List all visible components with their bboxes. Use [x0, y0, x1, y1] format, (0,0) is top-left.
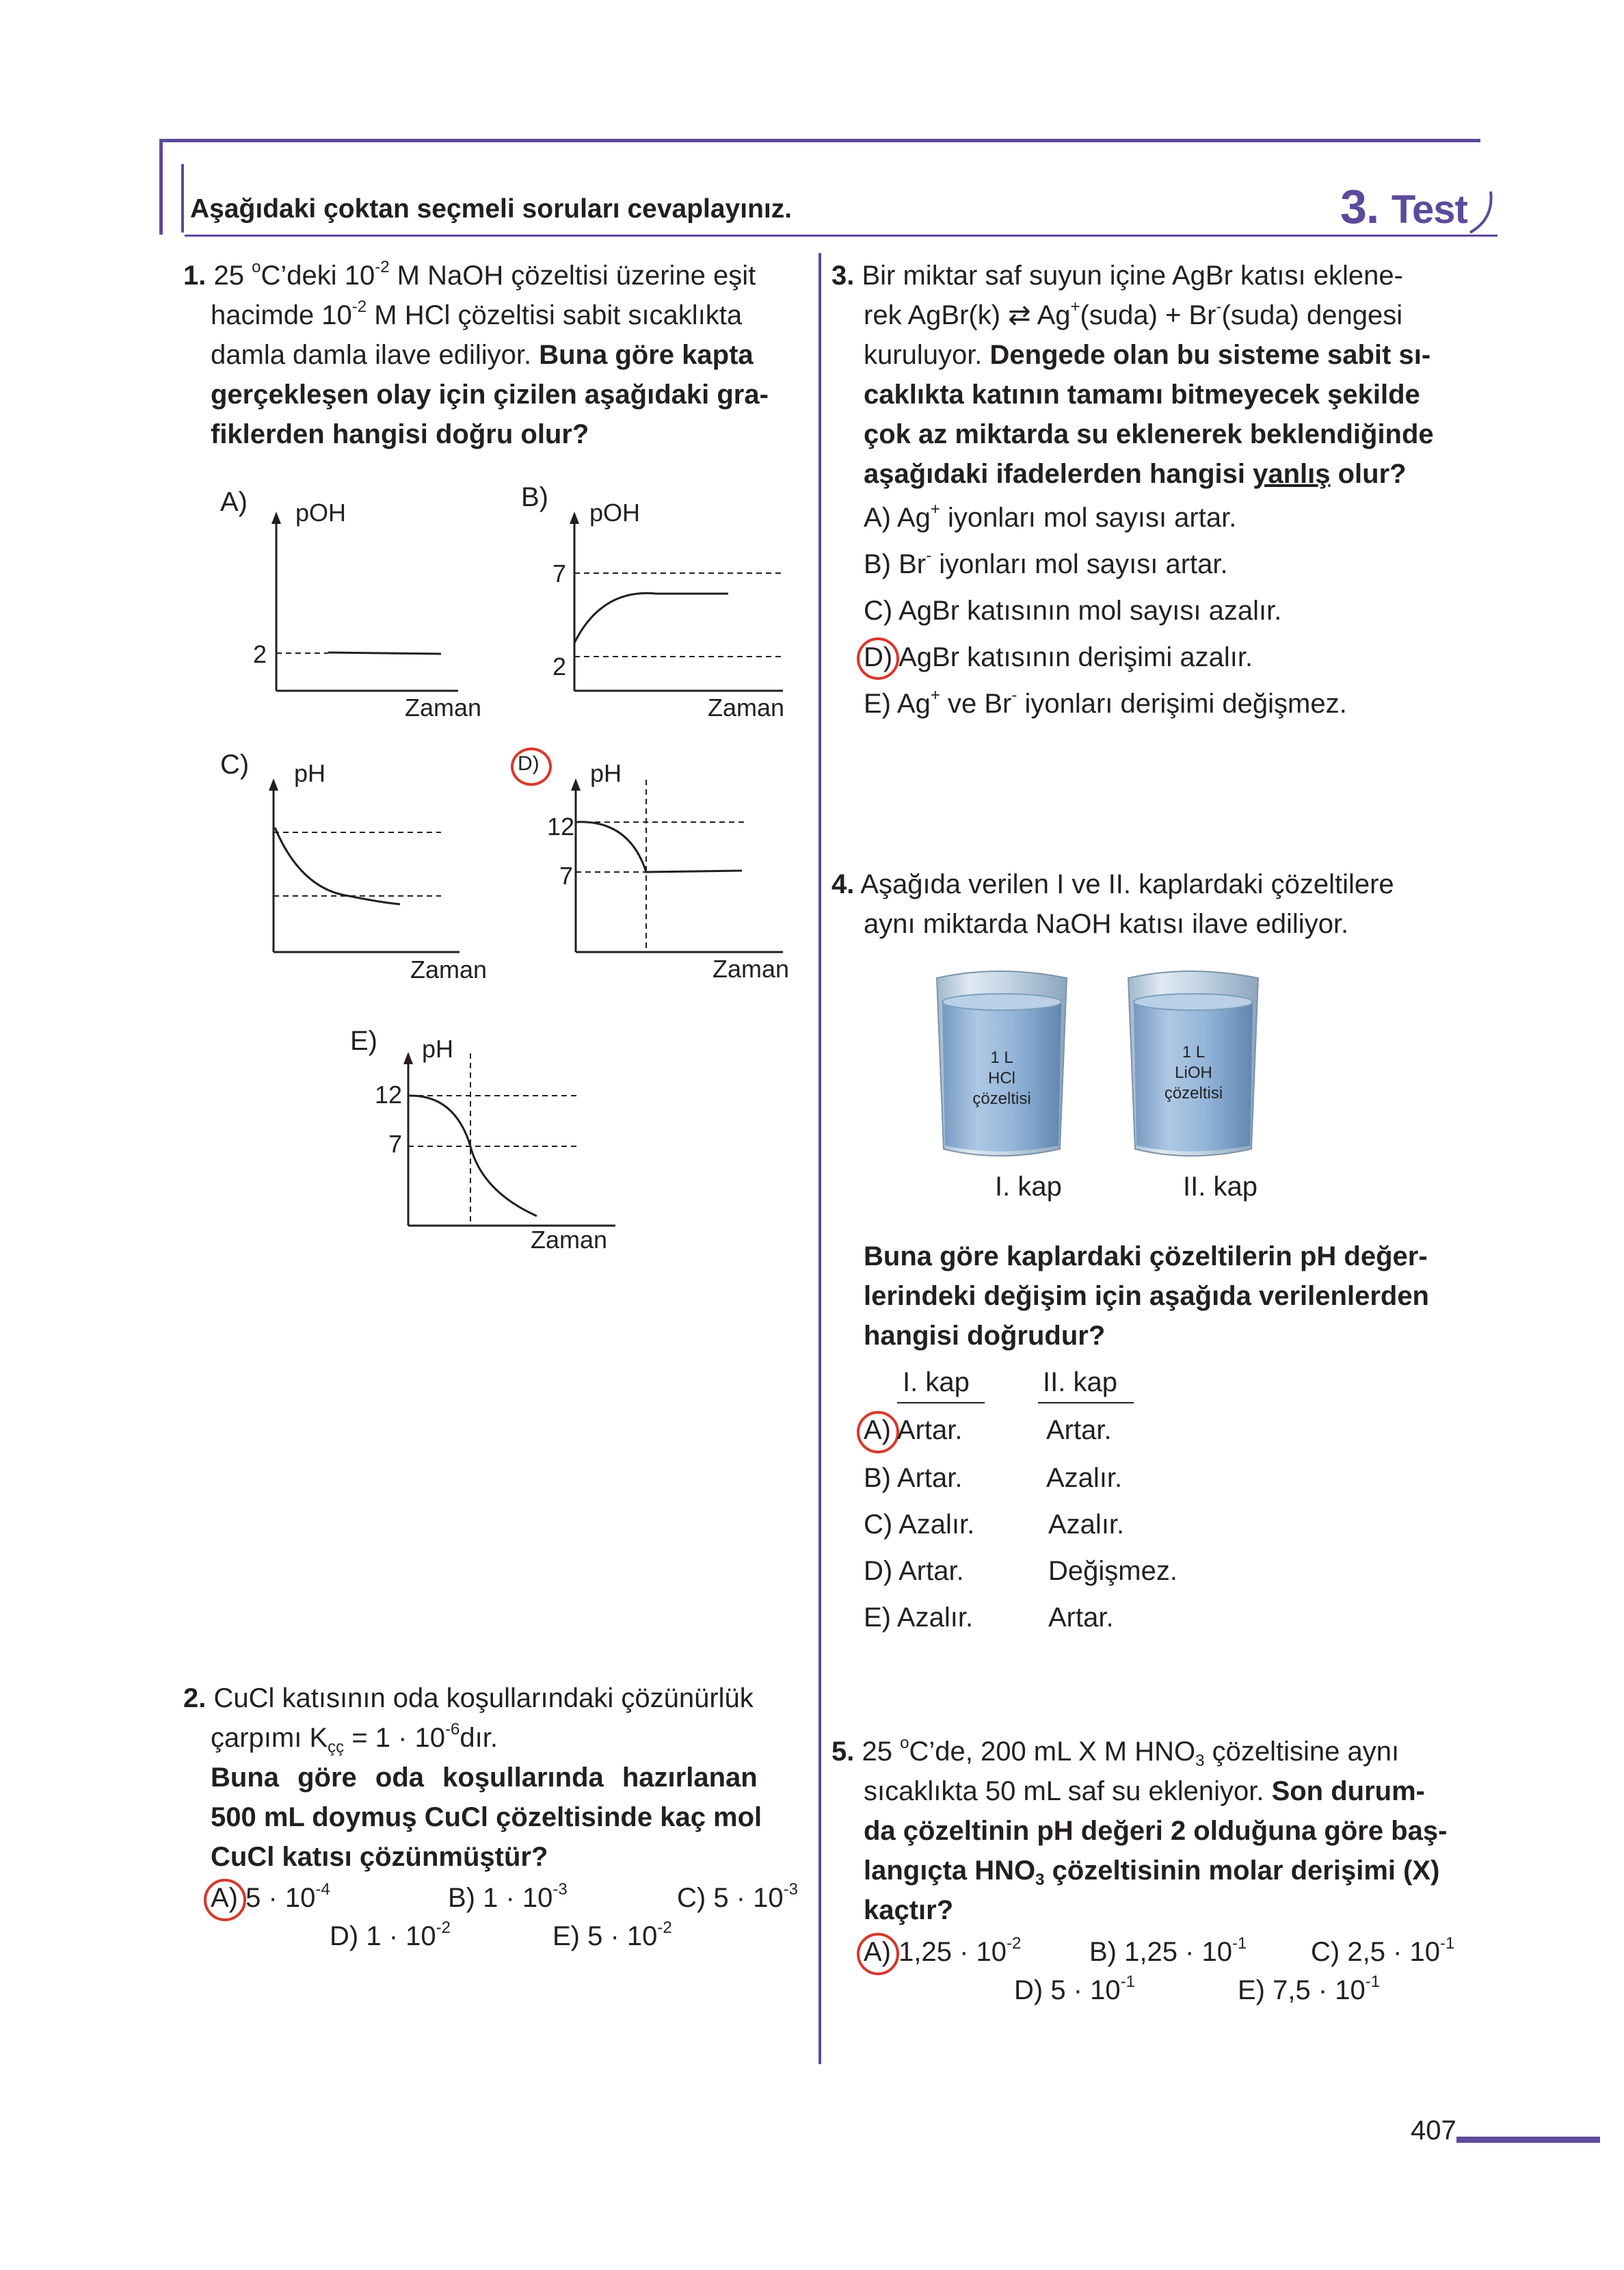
header-frame-left	[159, 139, 163, 235]
q3-option-c[interactable]: C) AgBr katısının mol sayısı azalır.	[864, 596, 1282, 626]
q4-column-2-underline	[1038, 1402, 1134, 1403]
graph-b-tick-high: 7	[553, 559, 567, 588]
q3-option-e[interactable]: E) Ag+ ve Br- iyonları derişimi değişmez.	[864, 686, 1347, 719]
q3-number: 3.	[831, 261, 855, 291]
graph-b-curve	[574, 593, 728, 643]
graph-b-ylabel: pOH	[589, 499, 641, 527]
q1-text: M HCl çözeltisi sabit sıcaklıkta	[367, 300, 743, 330]
title-swoosh	[1463, 185, 1504, 239]
q3-bold-text: Dengede olan bu sisteme sabit sı-	[989, 340, 1431, 370]
graph-c-y-arrow	[269, 778, 278, 791]
q1-exponent: -2	[351, 298, 367, 316]
q3-option-a[interactable]: A) Ag+ iyonları mol sayısı artar.	[864, 500, 1237, 533]
q3-bold-text: çok az miktarda su eklenerek beklendiğinde	[864, 419, 1434, 449]
question-4	[831, 865, 1474, 944]
q5-text: C’de, 200 mL X M HNO	[909, 1737, 1196, 1767]
beaker-1-caption: I. kap	[995, 1172, 1062, 1202]
beaker-1-name: HCl çözeltisi	[972, 1069, 1031, 1108]
instruction-text: Aşağıdaki çoktan seçmeli soruları cevaplayınız.	[190, 194, 793, 224]
q1-text: hacimde 10	[211, 300, 352, 330]
q1-text: 25	[213, 261, 252, 291]
header-frame-inner	[181, 164, 184, 233]
q4-column-2-header: II. kap	[1043, 1367, 1117, 1397]
graph-e-ylabel: pH	[422, 1035, 454, 1063]
beaker-1-volume: 1 L	[990, 1048, 1013, 1067]
q2-bold-text: 500 mL doymuş CuCl çözeltisinde kaç mol	[211, 1802, 762, 1832]
q2-option-c[interactable]: C) $5 \cdot 10^{-3}$	[677, 1880, 798, 1913]
graph-a-tick: 2	[253, 640, 267, 668]
graph-d-label: D)	[518, 752, 540, 775]
q2-number: 2.	[183, 1683, 207, 1713]
q1-text: C’deki 10	[261, 261, 375, 291]
q2-option-e[interactable]: E) $5 \cdot 10^{-2}$	[553, 1918, 672, 1951]
q2-bold-text: Buna göre oda koşullarında hazırlanan	[211, 1763, 758, 1793]
q1-bold-text: fiklerden hangisi doğru olur?	[211, 419, 589, 449]
q4-bold-text: lerindeki değişim için aşağıda verilenlerden	[864, 1281, 1429, 1311]
q2-text: dır.	[460, 1723, 498, 1753]
graph-b-xlabel: Zaman	[708, 694, 785, 722]
q5-option-e[interactable]: E) $7,5 \cdot 10^{-1}$	[1238, 1972, 1381, 2005]
graph-a	[246, 506, 458, 725]
q4-option-e-col2: Artar.	[1048, 1602, 1114, 1633]
q2-text: = 1 · 10	[344, 1723, 446, 1753]
beaker-1-label	[961, 1048, 1043, 1109]
q4-option-b[interactable]: B) Artar.	[864, 1463, 963, 1493]
q4-option-c[interactable]: C) Azalır.	[864, 1509, 975, 1540]
q3-text: kuruluyor.	[864, 340, 990, 370]
graph-b	[547, 506, 780, 725]
q2-bold-text: CuCl katısı çözünmüştür?	[211, 1842, 548, 1872]
q4-bold-text: hangisi doğrudur?	[864, 1321, 1106, 1351]
q3-bold-text: caklıkta katının tamamı bitmeyecek şekilde	[864, 380, 1420, 410]
q2-option-b[interactable]: B) $1 \cdot 10^{-3}$	[448, 1880, 568, 1913]
q4-option-c-col2: Azalır.	[1048, 1509, 1125, 1540]
beaker-2-name: LiOH çözeltisi	[1164, 1064, 1223, 1103]
q4-text: aynı miktarda NaOH katısı ilave ediliyor.	[864, 909, 1349, 939]
q2-text: çarpımı K	[211, 1723, 328, 1753]
graph-b-tick-low: 2	[553, 652, 567, 681]
instruction-underline	[185, 235, 1497, 237]
graph-d-xlabel: Zaman	[713, 955, 790, 983]
q5-bold-text: da çözeltinin pH değeri 2 olduğuna göre baş-	[864, 1816, 1448, 1846]
graph-c-curve	[275, 828, 400, 904]
q4-bold-text: Buna göre kaplardaki çözeltilerin pH değer-	[864, 1241, 1428, 1271]
beaker-2-caption: II. kap	[1183, 1172, 1257, 1202]
column-divider	[818, 253, 821, 2064]
beaker-2-label	[1147, 1042, 1240, 1104]
q5-bold-text: langıçta HNO	[864, 1856, 1036, 1886]
graph-a-ylabel: pOH	[295, 499, 347, 527]
q5-option-d[interactable]: D) $5 \cdot 10^{-1}$	[1014, 1972, 1135, 2005]
q4-column-1-underline	[897, 1402, 985, 1403]
q3-text: rek AgBr(k)	[864, 300, 1009, 330]
graph-a-y-arrow	[271, 512, 281, 524]
q5-option-b[interactable]: B) $1,25 \cdot 10^{-1}$	[1089, 1934, 1247, 1967]
graph-a-curve	[328, 652, 441, 654]
graph-b-y-arrow	[570, 512, 579, 524]
test-word: Test	[1391, 187, 1467, 232]
q5-option-c[interactable]: C) $2,5 \cdot 10^{-1}$	[1311, 1934, 1455, 1967]
graph-c-xlabel: Zaman	[410, 955, 488, 984]
question-2	[183, 1678, 812, 1877]
q5-text: çözeltisine aynı	[1204, 1737, 1400, 1767]
graph-d-tick-high: 12	[547, 813, 575, 841]
q1-exponent: -2	[375, 258, 390, 276]
q3-text: (suda) + Br	[1080, 300, 1216, 330]
graph-d-ylabel: pH	[590, 759, 622, 787]
graph-c-ylabel: pH	[294, 759, 326, 787]
q4-column-1-header: I. kap	[903, 1367, 970, 1397]
q4-option-e[interactable]: E) Azalır.	[864, 1602, 974, 1633]
page-number: 407	[1411, 2115, 1456, 2146]
q1-text: M NaOH çözeltisi üzerine eşit	[389, 261, 756, 291]
q3-bold-text: olur?	[1330, 459, 1407, 489]
q2-text: CuCl katısının oda koşullarındaki çözünürlük	[213, 1683, 754, 1713]
question-1	[183, 256, 799, 454]
q3-emphasis: yanlış	[1253, 459, 1331, 489]
graph-e-curve	[408, 1096, 537, 1216]
q4-option-a[interactable]: A) Artar.	[864, 1415, 963, 1445]
q5-bold-text: çözeltisinin molar derişimi (X)	[1044, 1856, 1440, 1886]
graph-d-y-arrow	[571, 778, 581, 791]
q5-text: 25	[862, 1737, 901, 1767]
graph-e-tick-low: 7	[388, 1130, 403, 1158]
graph-c-label: C)	[220, 750, 250, 780]
test-number: 3.	[1340, 180, 1379, 233]
q3-bold-text: aşağıdaki ifadelerden hangisi	[864, 459, 1253, 489]
q1-text: damla damla ilave ediliyor.	[211, 340, 540, 370]
q1-degree: o	[252, 258, 261, 276]
q3-charge: -	[1216, 298, 1222, 316]
graph-a-label: A)	[220, 487, 248, 517]
question-3	[831, 256, 1474, 494]
q3-text: Ag	[1030, 300, 1071, 330]
graph-d-curve	[576, 822, 742, 872]
q4-option-b-col2: Azalır.	[1046, 1463, 1123, 1493]
question-5	[831, 1732, 1474, 1930]
q5-bold-text: Son durum-	[1271, 1776, 1425, 1806]
beaker-2-volume: 1 L	[1182, 1043, 1206, 1061]
q5-number: 5.	[831, 1737, 855, 1767]
q4-option-d-col2: Değişmez.	[1048, 1556, 1177, 1586]
q3-option-b[interactable]: B) Br- iyonları mol sayısı artar.	[864, 546, 1228, 579]
q5-subscript: 3	[1195, 1752, 1205, 1770]
q4-number: 4.	[831, 869, 855, 899]
q3-option-d[interactable]: D) AgBr katısının derişimi azalır.	[864, 642, 1253, 672]
header-frame-top	[159, 139, 1480, 142]
q5-bold-text: kaçtır?	[864, 1895, 954, 1925]
page-number-bar	[1456, 2137, 1600, 2143]
graph-e-label: E)	[350, 1026, 377, 1056]
graph-a-xlabel: Zaman	[405, 694, 482, 722]
graph-e-y-arrow	[403, 1052, 413, 1064]
test-title	[1340, 179, 1467, 234]
q2-option-a[interactable]: A) $5 \cdot 10^{-4}$	[211, 1880, 330, 1913]
q5-option-a[interactable]: A) $1,25 \cdot 10^{-2}$	[864, 1934, 1022, 1967]
graph-b-label: B)	[521, 482, 548, 512]
q5-subscript: 3	[1035, 1871, 1045, 1889]
q4-text: Aşağıda verilen I ve II. kaplardaki çözeltilere	[860, 869, 1394, 899]
graph-e-xlabel: Zaman	[531, 1226, 608, 1254]
q2-exponent: -6	[445, 1720, 460, 1739]
q2-option-d[interactable]: D) $1 \cdot 10^{-2}$	[330, 1918, 451, 1951]
q1-number: 1.	[183, 261, 207, 291]
q2-subscript: çç	[328, 1738, 345, 1756]
q3-text: (suda) dengesi	[1221, 300, 1403, 330]
graph-d-tick-low: 7	[559, 862, 574, 890]
q5-degree: o	[900, 1734, 909, 1752]
q4-question	[864, 1237, 1479, 1356]
graph-e-tick-high: 12	[375, 1081, 403, 1109]
q3-charge: +	[1070, 298, 1080, 316]
q1-bold-text: Buna göre kapta	[539, 340, 754, 370]
q5-text: sıcaklıkta 50 mL saf su ekleniyor.	[864, 1776, 1272, 1806]
equilibrium-arrow-icon: ⇄	[1008, 300, 1031, 330]
q4-option-a-col2: Artar.	[1046, 1415, 1112, 1445]
q3-text: Bir miktar saf suyun içine AgBr katısı eklene-	[862, 261, 1403, 291]
q1-bold-text: gerçekleşen olay için çizilen aşağıdaki gra-	[211, 380, 769, 410]
q4-option-d[interactable]: D) Artar.	[864, 1556, 964, 1586]
